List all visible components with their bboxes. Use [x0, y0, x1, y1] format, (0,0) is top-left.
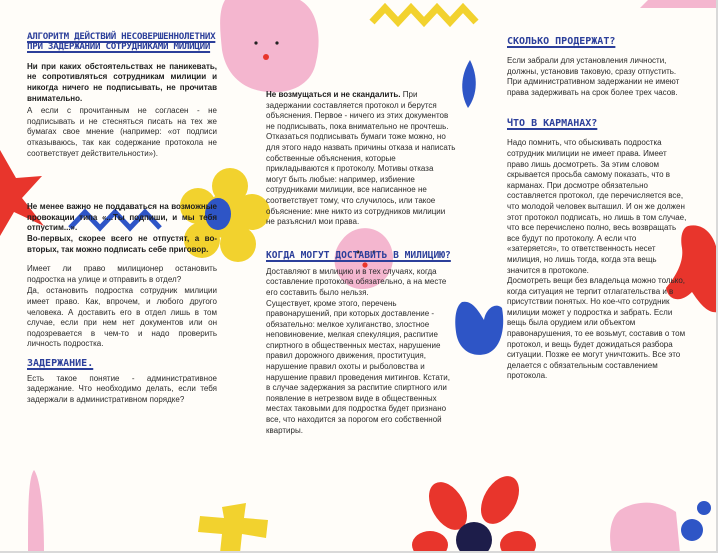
column-right — [507, 36, 689, 382]
paragraph-no-panic: Ни при каких обстоятельствах не паникевать, не сопротивляться сотрудникам милиции и никогда ничего не подписывать, не прочитав внимательно. — [27, 61, 217, 103]
pink-blob-face-top — [220, 0, 318, 92]
paragraph-disagree: А если с прочитанным не согласен - не подписывать и не стесняться писать на тех же бумагах свое мнение (например: «от подписи отказываюсь, так как содержание протокола не соответствует действительности»). — [27, 106, 217, 158]
paragraph-answer-stop: Да, остановить подростка сотрудник милиции имеет право. Как, впрочем, и любого другого человека. А доставить его в отдел лишь в том случае, если при нем нет документов или он подозревается в чем-то и надо проверить личность подростка. — [27, 286, 217, 349]
paragraph-how-long: Если забрали для установления личности, должны, установив таковую, сразу отпустить. При административном задержании не имеют права задерживать на срок более трех часов. — [507, 56, 680, 97]
paragraph-no-scandal-bold: Не возмущаться и не скандалить. — [266, 90, 401, 99]
paragraph-offences-list: Существует, кроме этого, перечень правонарушений, при которых доставление - обязательно: мелкое хулиганство, злостное неповиновение, мелкая спекуляция, распитие спиртного в общественных местах, нарушение правил дорожного движения, проституция, нарушение правил охоты и рыболовства и нарушение правил проведения митингов. Кстати, в случае задержания за распитие спиртного или появление в нетрезвом виде в общественных местах таковыми для подростка будет признано все, что находится за порогом его собственной квартиры. — [266, 298, 450, 435]
paragraph-question-stop: Имеет ли право милиционер остановить подростка на улице и отправить в отдел? — [27, 264, 217, 284]
paragraph-no-scandal — [266, 90, 456, 228]
paragraph-bring-cases: Доставляют в милицию и в тех случаях, когда составление протокола обязательно, а на месте его составить было нельзя. — [266, 266, 447, 297]
paragraph-inspection-without-owner: Досмотреть вещи без владельца можно только, когда ситуация не терпит отлагательства и в присутствии понятых. Но кое-что сотрудник милиции может у подростка и забрать. Если вещь была орудием или объектом правонарушения, то ее возьмут, составив о том протокол, и вещь будет дожидаться разбора ситуации. Позже ее могут уничтожить. Все это делается с обязательным составлением протокола. — [507, 276, 686, 381]
column-middle — [266, 90, 456, 436]
pink-shape-bottom-right — [610, 503, 680, 553]
paragraph-first-second: Во-первых, скорее всего не отпустят, а во-вторых, так можно подписать себе приговор. — [27, 233, 217, 254]
blob-nose — [263, 54, 269, 60]
blob-eye-right — [275, 41, 278, 44]
pink-strip-right — [640, 0, 718, 8]
heading-how-long: СКОЛЬКО ПРОДЕРЖАТ? — [507, 36, 616, 47]
heading-algorithm: АЛГОРИТМ ДЕЙСТВИЙ НЕСОВЕРШЕННОЛЕТНИХ ПРИ ЗАДЕРЖАНИИ СОТРУДНИКАМИ МИЛИЦИИ — [27, 31, 216, 53]
heading-when-bring: КОГДА МОГУТ ДОСТАВИТЬ В МИЛИЦИЮ? — [266, 249, 451, 261]
yellow-cross-bottom — [198, 503, 268, 553]
paragraph-inspection: Надо помнить, что обыскивать подростка сотрудник милиции не имеет права. Имеет право лишь досмотреть. За этим словом скрывается просьба самому показать, что в карманах. При досмотре обязательно составляется протокол, где перечисляется все, что молодой человек выташил. И он же должен этот протокол подписать, но лишь в том случае, что все перечислено полно, весь возвращать все будут по протоколу. А если что «затеряется», то ответственность несет милиция, но лишь тогда, когда эта вещь значится в протоколе. — [507, 138, 687, 275]
red-flower-bottom — [412, 469, 536, 553]
yellow-zigzag-top — [372, 8, 476, 22]
pink-stick-left — [28, 470, 44, 553]
paragraph-no-scandal-rest: При задержании составляется протокол и берутся объяснения. Первое - ничего из этих документов не подписывать, пока внимательно не прочтешь. Отказаться подписывать бумаги тоже можно, но для этого надо назвать причины отказа и написать собственные объяснения, которые прикладываются к протоколу. Мотивы отказа могут быть любые: например, избиение сотрудниками милиции, все написанное не соответствует тому, что случилось, или такое объяснение: мне никто из сотрудников милиции не разъяснил мои права. — [266, 90, 456, 227]
column-left — [27, 32, 217, 406]
heading-pockets: ЧТО В КАРМАНАХ? — [507, 118, 598, 130]
paragraph-detention: Есть такое понятие - административное задержание. Что необходимо делать, если тебя задержали в административном порядке? — [27, 373, 217, 405]
heading-detention: ЗАДЕРЖАНИЕ. — [27, 357, 94, 369]
blue-tulip — [455, 302, 503, 355]
blue-dot-bottom-right — [681, 519, 703, 541]
blue-dot-small — [697, 501, 711, 515]
blue-leaf-top — [462, 60, 476, 108]
blob-eye-left — [254, 41, 257, 44]
paragraph-provocations: Не менее важно не поддаваться на возможные провокации типа «...Ты подпиши, и мы тебя отпустим...». — [27, 202, 217, 233]
